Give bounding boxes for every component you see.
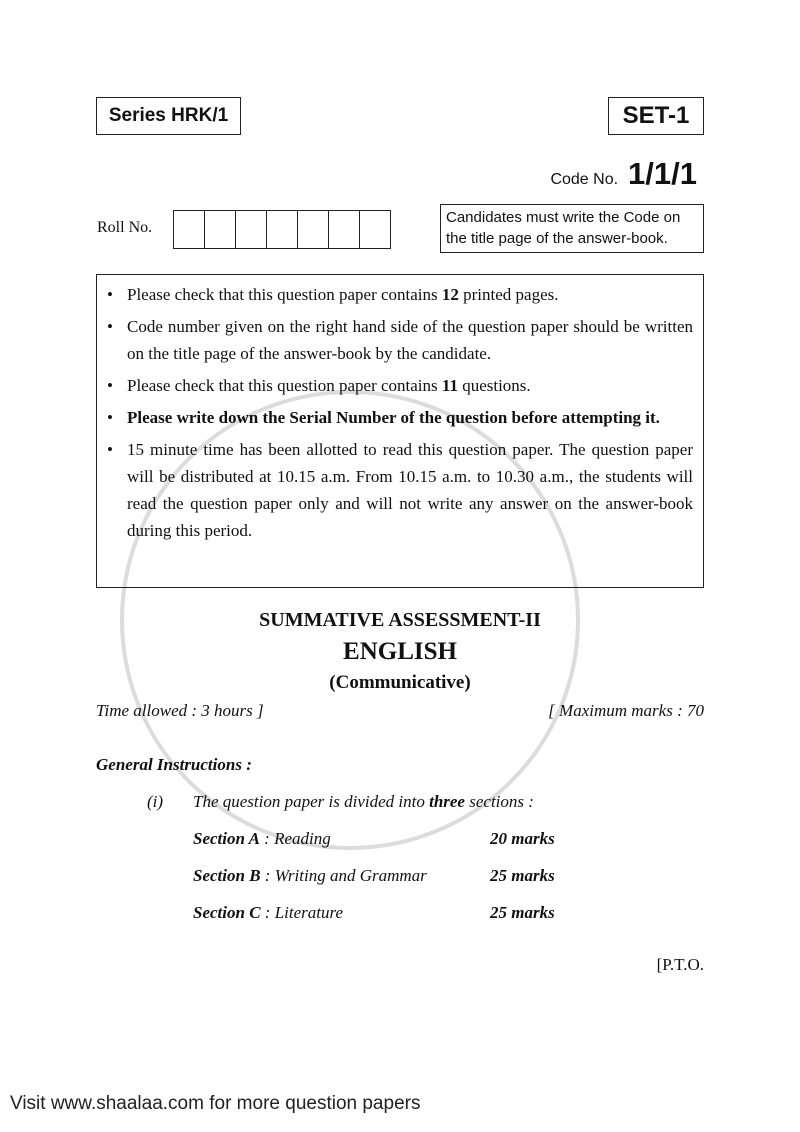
instruction-number: (i) bbox=[147, 792, 164, 811]
instruction-item: • Please check that this question paper contains 11 questions. bbox=[107, 376, 531, 395]
roll-number-boxes bbox=[173, 210, 391, 249]
section-b: Section B : Writing and Grammar 25 marks bbox=[193, 866, 555, 885]
assessment-title: SUMMATIVE ASSESSMENT-II bbox=[259, 609, 541, 631]
section-b-marks: 25 marks bbox=[490, 866, 555, 885]
instruction-item: • Please check that this question paper contains 12 printed pages. bbox=[107, 285, 559, 304]
subject-title: ENGLISH bbox=[343, 638, 457, 665]
general-instructions-heading: General Instructions : bbox=[96, 755, 252, 774]
roll-box bbox=[298, 211, 329, 248]
code-label: Code No. bbox=[550, 171, 619, 188]
roll-box bbox=[329, 211, 360, 248]
roll-box bbox=[267, 211, 298, 248]
time-allowed: Time allowed : 3 hours ] bbox=[96, 701, 264, 720]
main-content bbox=[96, 274, 704, 975]
instruction-item: • Code number given on the right hand side of the question paper should be written on the title page of the answer-book by the candidate. bbox=[107, 317, 693, 363]
code-number bbox=[550, 156, 697, 192]
note-line: Candidates must write the Code on bbox=[446, 209, 681, 226]
code-value: 1/1/1 bbox=[628, 156, 697, 191]
section-a-marks: 20 marks bbox=[490, 829, 555, 848]
instruction-item: • 15 minute time has been allotted to read this question paper. The question paper will be distributed at 10.15 a.m. From 10.15 a.m. to 10.30 a.m., the students will read the question paper only and will not write any answer on the answer-book during this period. bbox=[107, 440, 693, 540]
maximum-marks: [ Maximum marks : 70 bbox=[548, 701, 704, 720]
sections-intro: The question paper is divided into three sections : bbox=[193, 792, 534, 811]
instructions-box bbox=[96, 274, 704, 588]
section-c-marks: 25 marks bbox=[490, 903, 555, 922]
section-c: Section C : Literature 25 marks bbox=[193, 903, 555, 922]
series-box: Series HRK/1 bbox=[96, 97, 241, 135]
instruction-item: • Please write down the Serial Number of the question before attempting it. bbox=[107, 408, 660, 427]
roll-label: Roll No. bbox=[97, 219, 153, 236]
set-box: SET-1 bbox=[608, 97, 704, 135]
roll-box bbox=[360, 211, 390, 248]
sections-intro-row bbox=[147, 792, 704, 812]
footer-link[interactable]: Visit www.shaalaa.com for more question papers bbox=[10, 1093, 421, 1114]
pto: [P.T.O. bbox=[656, 955, 704, 974]
roll-box bbox=[205, 211, 236, 248]
note-line: the title page of the answer-book. bbox=[446, 230, 668, 247]
candidates-note bbox=[440, 204, 704, 253]
section-a: Section A : Reading 20 marks bbox=[193, 829, 555, 848]
roll-box bbox=[236, 211, 267, 248]
subject-variant: (Communicative) bbox=[329, 672, 471, 693]
roll-box bbox=[174, 211, 205, 248]
